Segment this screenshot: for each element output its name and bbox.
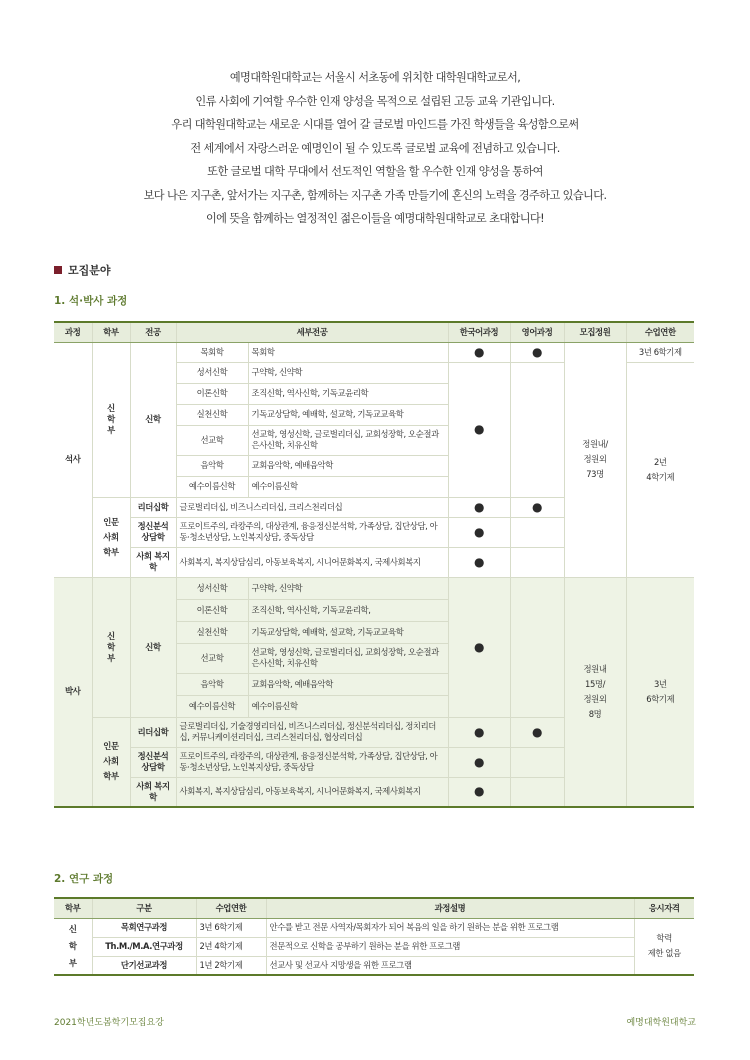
table-row bbox=[54, 956, 694, 975]
header-cell: 응시자격 bbox=[634, 898, 694, 918]
research-desc: 선교사 및 선교사 지망생을 위한 프로그램 bbox=[266, 956, 634, 975]
table-row bbox=[54, 918, 694, 937]
intro-line: 예명대학원대학교는 서울시 서초동에 위치한 대학원대학교로서, bbox=[229, 71, 521, 84]
research-desc: 전문적으로 신학을 공부하기 원하는 분을 위한 프로그램 bbox=[266, 937, 634, 956]
intro-line: 인류 사회에 기여할 우수한 인재 양성을 목적으로 설립된 고등 교육 기관입니다. bbox=[195, 94, 555, 108]
dept-label: 인문 사회 학부 bbox=[92, 717, 130, 807]
intro-line: 보다 나은 지구촌, 앞서가는 지구촌, 함께하는 지구촌 가족 만들기에 혼신의 노력을 경주하고 있습니다. bbox=[143, 188, 607, 202]
table-header-row bbox=[54, 322, 694, 342]
sub-major: 음악학 bbox=[176, 673, 248, 695]
korean-dot: ● bbox=[448, 547, 510, 577]
english-empty bbox=[510, 747, 564, 777]
duration-cell: 3년 6학기제 bbox=[626, 342, 694, 362]
korean-dot: ● bbox=[448, 497, 510, 517]
sub-major-detail: 조직신학, 역사신학, 기독교윤리학, bbox=[248, 599, 448, 621]
korean-dot: ● bbox=[448, 362, 510, 497]
section-title: 모집분야 bbox=[68, 264, 111, 277]
sub-major: 실천신학 bbox=[176, 621, 248, 643]
subheading-degree: 1. 석·박사 과정 bbox=[54, 295, 128, 307]
intro-text bbox=[0, 66, 750, 231]
major-detail: 프로이트주의, 라캉주의, 대상관계, 융응정신분석학, 가족상담, 집단상담, 아동·청소년상담, 노인복지상담, 중독상담 bbox=[176, 747, 448, 777]
research-years: 3년 6학기제 bbox=[196, 918, 266, 937]
capacity-cell: 정원내 15명/ 정원외 8명 bbox=[564, 577, 626, 807]
research-type: 목회연구과정 bbox=[92, 918, 196, 937]
major-label: 사회 복지학 bbox=[130, 547, 176, 577]
english-empty bbox=[510, 517, 564, 547]
table-row bbox=[54, 937, 694, 956]
sub-major-detail: 선교학, 영성신학, 글로벌리더십, 교회성장학, 오순절과은사신학, 치유신학 bbox=[248, 425, 448, 455]
duration-cell: 3년 6학기제 bbox=[626, 577, 694, 807]
english-dot: ● bbox=[510, 342, 564, 362]
header-cell: 수업연한 bbox=[196, 898, 266, 918]
header-cell: 학부 bbox=[92, 322, 130, 342]
intro-line: 전 세계에서 자랑스러운 예명인이 될 수 있도록 글로벌 교육에 전념하고 있습니다. bbox=[190, 141, 560, 155]
sub-major-detail: 예수이름신학 bbox=[248, 695, 448, 717]
major-detail: 프로이트주의, 라캉주의, 대상관계, 융응정신분석학, 가족상담, 집단상담, 아동·청소년상담, 노인복지상담, 중독상담 bbox=[176, 517, 448, 547]
course-label-master: 석사 bbox=[54, 342, 92, 577]
intro-line: 또한 글로벌 대학 무대에서 선도적인 역할을 할 우수한 인재 양성을 통하여 bbox=[207, 165, 543, 178]
research-type: 단기선교과정 bbox=[92, 956, 196, 975]
english-dot: ● bbox=[510, 497, 564, 517]
sub-major: 실천신학 bbox=[176, 404, 248, 425]
sub-major-detail: 기독교상담학, 예배학, 설교학, 기독교교육학 bbox=[248, 621, 448, 643]
research-program-table bbox=[54, 897, 694, 976]
major-label: 리더십학 bbox=[130, 497, 176, 517]
intro-line: 우리 대학원대학교는 새로운 시대를 열어 갈 글로벌 마인드를 가진 학생들을 육성함으로써 bbox=[171, 118, 579, 131]
sub-major: 음악학 bbox=[176, 455, 248, 476]
major-label: 정신분석 상담학 bbox=[130, 517, 176, 547]
sub-major-detail: 구약학, 신약학 bbox=[248, 362, 448, 383]
header-cell: 학부 bbox=[54, 898, 92, 918]
major-label: 신학 bbox=[130, 342, 176, 497]
sub-major: 예수이름신학 bbox=[176, 695, 248, 717]
english-empty bbox=[510, 777, 564, 807]
sub-major-detail: 교회음악학, 예배음악학 bbox=[248, 673, 448, 695]
intro-line: 이에 뜻을 함께하는 열정적인 젊은이들을 예명대학원대학교로 초대합니다! bbox=[205, 212, 545, 225]
korean-dot: ● bbox=[448, 342, 510, 362]
major-detail: 사회복지, 복지상담심리, 아동보육복지, 시니어문화복지, 국제사회복지 bbox=[176, 777, 448, 807]
sub-major: 이론신학 bbox=[176, 599, 248, 621]
sub-major-detail: 교회음악학, 예배음악학 bbox=[248, 455, 448, 476]
sub-major-detail: 구약학, 신약학 bbox=[248, 577, 448, 599]
header-cell: 모집정원 bbox=[564, 322, 626, 342]
qualification-cell: 학력 제한 없음 bbox=[634, 918, 694, 975]
sub-major: 이론신학 bbox=[176, 383, 248, 404]
korean-dot: ● bbox=[448, 517, 510, 547]
footer-school-name: 예명대학원대학교 bbox=[626, 1018, 696, 1028]
sub-major-detail: 예수이름신학 bbox=[248, 476, 448, 497]
header-cell: 과정설명 bbox=[266, 898, 634, 918]
research-type: Th.M./M.A.연구과정 bbox=[92, 937, 196, 956]
sub-major-detail: 기독교상담학, 예배학, 설교학, 기독교교육학 bbox=[248, 404, 448, 425]
sub-major: 예수이름신학 bbox=[176, 476, 248, 497]
dept-label: 신 학 부 bbox=[92, 342, 130, 497]
sub-major-detail: 선교학, 영성신학, 글로벌리더십, 교회성장학, 오순절과은사신학, 치유신학 bbox=[248, 643, 448, 673]
header-cell: 과정 bbox=[54, 322, 92, 342]
header-cell: 전공 bbox=[130, 322, 176, 342]
section-heading bbox=[54, 262, 111, 278]
header-cell: 수업연한 bbox=[626, 322, 694, 342]
dept-label: 인문 사회 학부 bbox=[92, 497, 130, 577]
sub-major-detail: 조직신학, 역사신학, 기독교윤리학 bbox=[248, 383, 448, 404]
table-row bbox=[54, 577, 694, 599]
course-label-doctor: 박사 bbox=[54, 577, 92, 807]
header-cell: 구분 bbox=[92, 898, 196, 918]
korean-dot: ● bbox=[448, 717, 510, 747]
sub-major: 목회학 bbox=[176, 342, 248, 362]
sub-major: 성서신학 bbox=[176, 362, 248, 383]
korean-dot: ● bbox=[448, 777, 510, 807]
research-desc: 안수를 받고 전문 사역자/목회자가 되어 복음의 일을 하기 원하는 분을 위한 프로그램 bbox=[266, 918, 634, 937]
research-years: 1년 2학기제 bbox=[196, 956, 266, 975]
header-cell: 세부전공 bbox=[176, 322, 448, 342]
sub-major: 선교학 bbox=[176, 643, 248, 673]
square-bullet-icon bbox=[54, 266, 62, 274]
sub-major: 성서신학 bbox=[176, 577, 248, 599]
header-cell: 영어과정 bbox=[510, 322, 564, 342]
capacity-cell: 정원내/ 정원외 73명 bbox=[564, 342, 626, 577]
english-empty bbox=[510, 362, 564, 497]
korean-dot: ● bbox=[448, 747, 510, 777]
major-label: 리더십학 bbox=[130, 717, 176, 747]
sub-major: 선교학 bbox=[176, 425, 248, 455]
major-label: 신학 bbox=[130, 577, 176, 717]
research-years: 2년 4학기제 bbox=[196, 937, 266, 956]
english-empty bbox=[510, 547, 564, 577]
sub-major-detail: 목회학 bbox=[248, 342, 448, 362]
major-detail: 글로벌리더십, 비즈니스리더십, 크리스천리더십 bbox=[176, 497, 448, 517]
footer-doc-title: 2021학년도봄학기모집요강 bbox=[54, 1018, 164, 1028]
major-label: 사회 복지학 bbox=[130, 777, 176, 807]
korean-dot: ● bbox=[448, 577, 510, 717]
header-cell: 한국어과정 bbox=[448, 322, 510, 342]
major-detail: 글로벌리더십, 기술경영리더십, 비즈니스리더십, 정신분석리더십, 정치리더십, 커뮤니케이션리더십, 크리스천리더십, 협상리더십 bbox=[176, 717, 448, 747]
table-header-row bbox=[54, 898, 694, 918]
major-detail: 사회복지, 복지상담심리, 아동보육복지, 시니어문화복지, 국제사회복지 bbox=[176, 547, 448, 577]
degree-program-table bbox=[54, 321, 694, 808]
english-empty bbox=[510, 577, 564, 717]
english-dot: ● bbox=[510, 717, 564, 747]
duration-cell: 2년 4학기제 bbox=[626, 362, 694, 577]
dept-label: 신 학 부 bbox=[92, 577, 130, 717]
dept-label: 신 학 부 bbox=[54, 918, 92, 975]
subheading-research: 2. 연구 과정 bbox=[54, 873, 114, 885]
table-row bbox=[54, 342, 694, 362]
major-label: 정신분석 상담학 bbox=[130, 747, 176, 777]
